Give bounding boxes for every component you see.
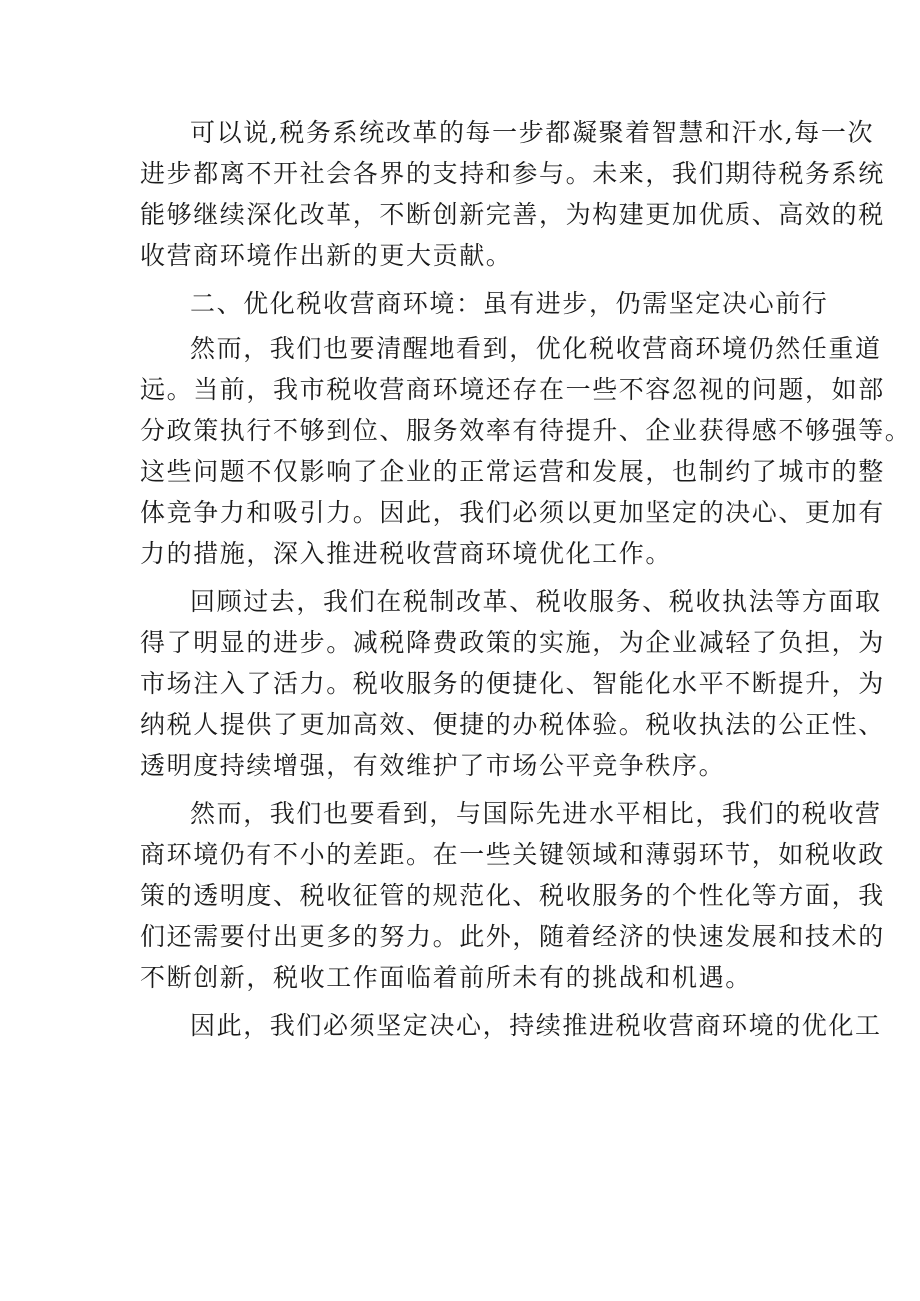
text-line: 可以说,税务系统改革的每一步都凝聚着智慧和汗水,每一次 [190, 118, 875, 147]
heading-text: 二、优化税收营商环境：虽有进步，仍需坚定决心前行 [190, 289, 829, 318]
text-line: 这些问题不仅影响了企业的正常运营和发展，也制约了城市的整 [140, 457, 885, 486]
text-line: 得了明显的进步。减税降费政策的实施，为企业减轻了负担，为 [140, 628, 885, 657]
text-line: 策的透明度、税收征管的规范化、税收服务的个性化等方面，我 [140, 881, 885, 910]
text-line: 然而，我们也要清醒地看到，优化税收营商环境仍然任重道 [190, 334, 882, 363]
text-line: 体竞争力和吸引力。因此，我们必须以更加坚定的决心、更加有 [140, 498, 885, 527]
document-body [140, 112, 912, 1046]
paragraph-challenges [140, 328, 912, 574]
text-line: 市场注入了活力。税收服务的便捷化、智能化水平不断提升，为 [140, 669, 885, 698]
text-line: 能够继续深化改革，不断创新完善，为构建更加优质、高效的税 [140, 200, 885, 229]
text-line: 回顾过去，我们在税制改革、税收服务、税收执法等方面取 [190, 587, 882, 616]
text-line: 远。当前，我市税收营商环境还存在一些不容忽视的问题，如部 [140, 375, 885, 404]
text-line: 透明度持续增强，有效维护了市场公平竞争秩序。 [140, 751, 726, 780]
text-line: 不断创新，税收工作面临着前所未有的挑战和机遇。 [140, 963, 752, 992]
text-line: 纳税人提供了更加高效、便捷的办税体验。税收执法的公正性、 [140, 710, 885, 739]
text-line: 分政策执行不够到位、服务效率有待提升、企业获得感不够强等。 [140, 416, 912, 445]
paragraph-reform-summary [140, 112, 885, 276]
section-heading [140, 283, 829, 324]
text-line: 收营商环境作出新的更大贡献。 [140, 241, 513, 270]
paragraph-conclusion [140, 1005, 882, 1046]
text-line: 力的措施，深入推进税收营商环境优化工作。 [140, 539, 673, 568]
text-line: 然而，我们也要看到，与国际先进水平相比，我们的税收营 [190, 799, 882, 828]
text-line: 商环境仍有不小的差距。在一些关键领域和薄弱环节，如税收政 [140, 840, 885, 869]
text-line: 们还需要付出更多的努力。此外，随着经济的快速发展和技术的 [140, 922, 885, 951]
paragraph-gap-analysis [140, 793, 885, 998]
paragraph-review-progress [140, 581, 885, 786]
text-line: 因此，我们必须坚定决心，持续推进税收营商环境的优化工 [190, 1011, 882, 1040]
text-line: 进步都离不开社会各界的支持和参与。未来，我们期待税务系统 [140, 159, 885, 188]
